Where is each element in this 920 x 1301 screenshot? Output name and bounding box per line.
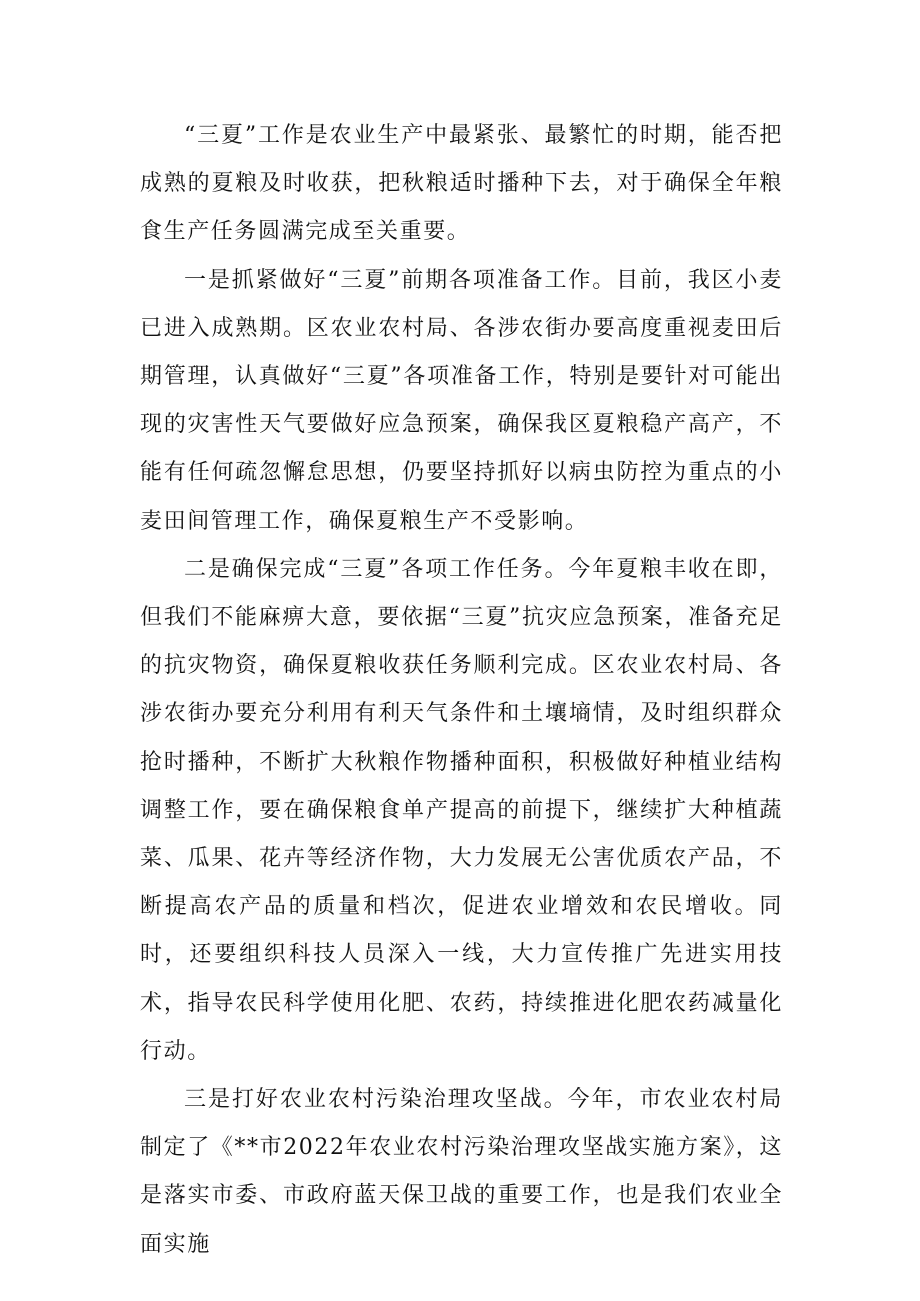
document-body — [140, 112, 783, 1269]
paragraph-two: 二是确保完成“三夏”各项工作任务。今年夏粮丰收在即，但我们不能麻痹大意，要依据“三夏”抗灾应急预案，准备充足的抗灾物资，确保夏粮收获任务顺利完成。区农业农村局、各涉农街办要充分利用有利天气条件和土壤墒情，及时组织群众抢时播种，不断扩大秋粮作物播种面积，积极做好种植业结构调整工作，要在确保粮食单产提高的前提下，继续扩大种植蔬菜、瓜果、花卉等经济作物，大力发展无公害优质农产品，不断提高农产品的质量和档次，促进农业增效和农民增收。同时，还要组织科技人员深入一线，大力宣传推广先进实用技术，指导农民科学使用化肥、农药，持续推进化肥农药减量化行动。 — [140, 556, 783, 1064]
paragraph-intro: “三夏”工作是农业生产中最紧张、最繁忙的时期，能否把成熟的夏粮及时收获，把秋粮适时播种下去，对于确保全年粮食生产任务圆满完成至关重要。 — [140, 123, 783, 245]
paragraph-one: 一是抓紧做好“三夏”前期各项准备工作。目前，我区小麦已进入成熟期。区农业农村局、各涉农街办要高度重视麦田后期管理，认真做好“三夏”各项准备工作，特别是要针对可能出现的灾害性天气要做好应急预案，确保我区夏粮稳产高产，不能有任何疏忽懈怠思想，仍要坚持抓好以病虫防控为重点的小麦田间管理工作，确保夏粮生产不受影响。 — [140, 267, 783, 534]
paragraph-three: 三是打好农业农村污染治理攻坚战。今年，市农业农村局制定了《**市2022年农业农村污染治理攻坚战实施方案》，这是落实市委、市政府蓝天保卫战的重要工作，也是我们农业全面实施 — [140, 1087, 783, 1257]
